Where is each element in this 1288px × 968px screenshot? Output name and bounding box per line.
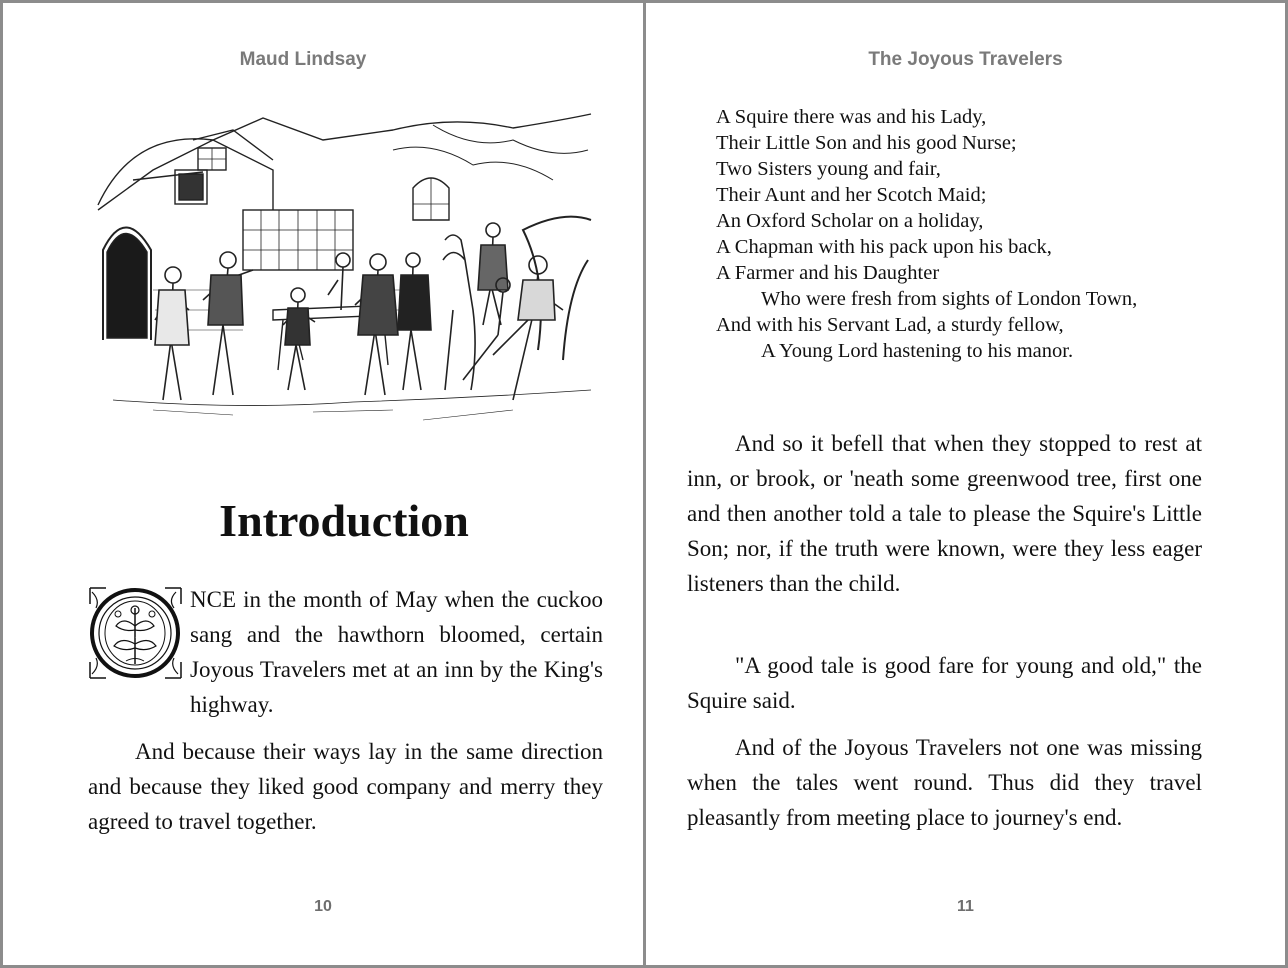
poem-line: And with his Servant Lad, a sturdy fellow, (716, 314, 1064, 336)
poem-line: An Oxford Scholar on a holiday, (716, 210, 984, 232)
right-page[interactable] (646, 0, 1285, 968)
drop-cap-o-ornament (88, 586, 183, 680)
poem-line: Their Little Son and his good Nurse; (716, 132, 1017, 154)
poem-line: A Squire there was and his Lady, (716, 106, 987, 128)
drop-cap-letter: O (135, 638, 136, 639)
body-paragraph: "A good tale is good fare for young and old," the Squire said. (687, 653, 1202, 713)
inn-courtyard-illustration (93, 110, 593, 435)
left-page[interactable] (3, 0, 643, 968)
opening-paragraph: NCE in the month of May when the cuckoo sang and the hawthorn bloomed, certain Joyous Travelers met at an inn by the King's highway. (190, 587, 603, 717)
poem-line: Their Aunt and her Scotch Maid; (716, 184, 987, 206)
running-head-author: Maud Lindsay (239, 49, 367, 70)
poem-line: Two Sisters young and fair, (716, 158, 941, 180)
running-head-title: The Joyous Travelers (868, 49, 1063, 70)
poem-line: A Farmer and his Daughter (716, 262, 940, 284)
page-number-left: 10 (314, 898, 332, 915)
chapter-title: Introduction (219, 495, 469, 546)
poem-line: Who were fresh from sights of London Town, (761, 288, 1138, 310)
body-paragraph: And so it befell that when they stopped to rest at inn, or brook, or 'neath some greenwood tree, first one and then another told a tale to please the Squire's Little Son; nor, if the truth were known, were they less eager listeners than the child. (687, 431, 1202, 596)
poem-line: A Young Lord hastening to his manor. (761, 340, 1074, 362)
body-paragraph: And because their ways lay in the same direction and because they liked good company and merry they agreed to travel together. (88, 739, 603, 834)
page-number-right: 11 (957, 898, 974, 915)
poem (716, 104, 1236, 364)
body-paragraph: And of the Joyous Travelers not one was missing when the tales went round. Thus did they travel pleasantly from meeting place to journey's end. (687, 735, 1202, 830)
poem-line: A Chapman with his pack upon his back, (716, 236, 1052, 258)
